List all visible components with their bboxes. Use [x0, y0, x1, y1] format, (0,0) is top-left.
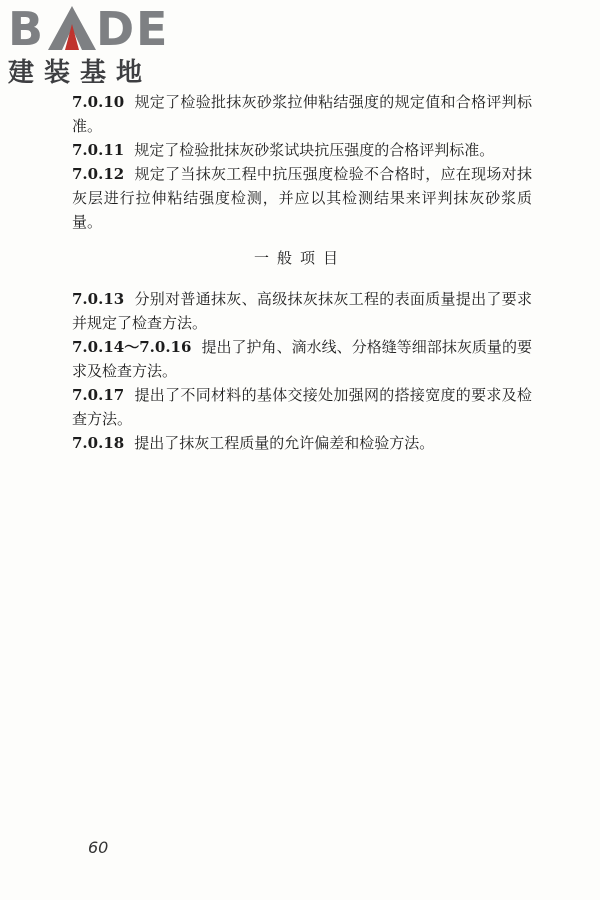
clause-text: 规定了检验批抹灰砂浆试块抗压强度的合格评判标准。 — [134, 141, 495, 159]
clause-text: 规定了检验批抹灰砂浆拉伸粘结强度的规定值和合格评判标准。 — [72, 93, 532, 135]
logo-letter-a — [48, 6, 96, 50]
clause-7-0-11 — [72, 138, 532, 162]
logo-letter-b: B — [8, 2, 44, 56]
clause-number: 7.0.12 — [72, 165, 125, 183]
clause-7-0-14-16 — [72, 335, 532, 383]
clause-7-0-10 — [72, 90, 532, 138]
clause-text: 分别对普通抹灰、高级抹灰抹灰工程的表面质量提出了要求并规定了检查方法。 — [72, 290, 532, 332]
clause-number: 7.0.13 — [72, 290, 125, 308]
clause-number: 7.0.14～7.0.16 — [72, 338, 192, 356]
clause-text: 提出了不同材料的基体交接处加强网的搭接宽度的要求及检查方法。 — [72, 386, 532, 428]
bade-logo — [8, 4, 178, 88]
section-heading: 一般项目 — [253, 249, 346, 267]
clauses-bottom — [72, 287, 532, 455]
clause-number: 7.0.18 — [72, 434, 125, 452]
clause-text: 规定了当抹灰工程中抗压强度检验不合格时，应在现场对抹灰层进行拉伸粘结强度检测，并应以其检测结果来评判抹灰砂浆质量。 — [72, 165, 532, 231]
clauses-top — [72, 90, 532, 234]
clause-text: 提出了抹灰工程质量的允许偏差和检验方法。 — [134, 434, 435, 452]
clause-number: 7.0.17 — [72, 386, 125, 404]
logo-subtitle: 建装基地 — [8, 58, 153, 88]
clause-7-0-18 — [72, 431, 532, 455]
logo-letter-d: D — [96, 2, 135, 56]
clause-text: 提出了护角、滴水线、分格缝等细部抹灰质量的要求及检查方法。 — [72, 338, 532, 380]
logo-wordmark — [8, 4, 178, 54]
clause-7-0-17 — [72, 383, 532, 431]
page-number: 60 — [88, 838, 109, 857]
clause-number: 7.0.10 — [72, 93, 125, 111]
clause-7-0-12 — [72, 162, 532, 234]
logo-letter-e: E — [136, 2, 168, 56]
clause-number: 7.0.11 — [72, 141, 125, 159]
clause-7-0-13 — [72, 287, 532, 335]
